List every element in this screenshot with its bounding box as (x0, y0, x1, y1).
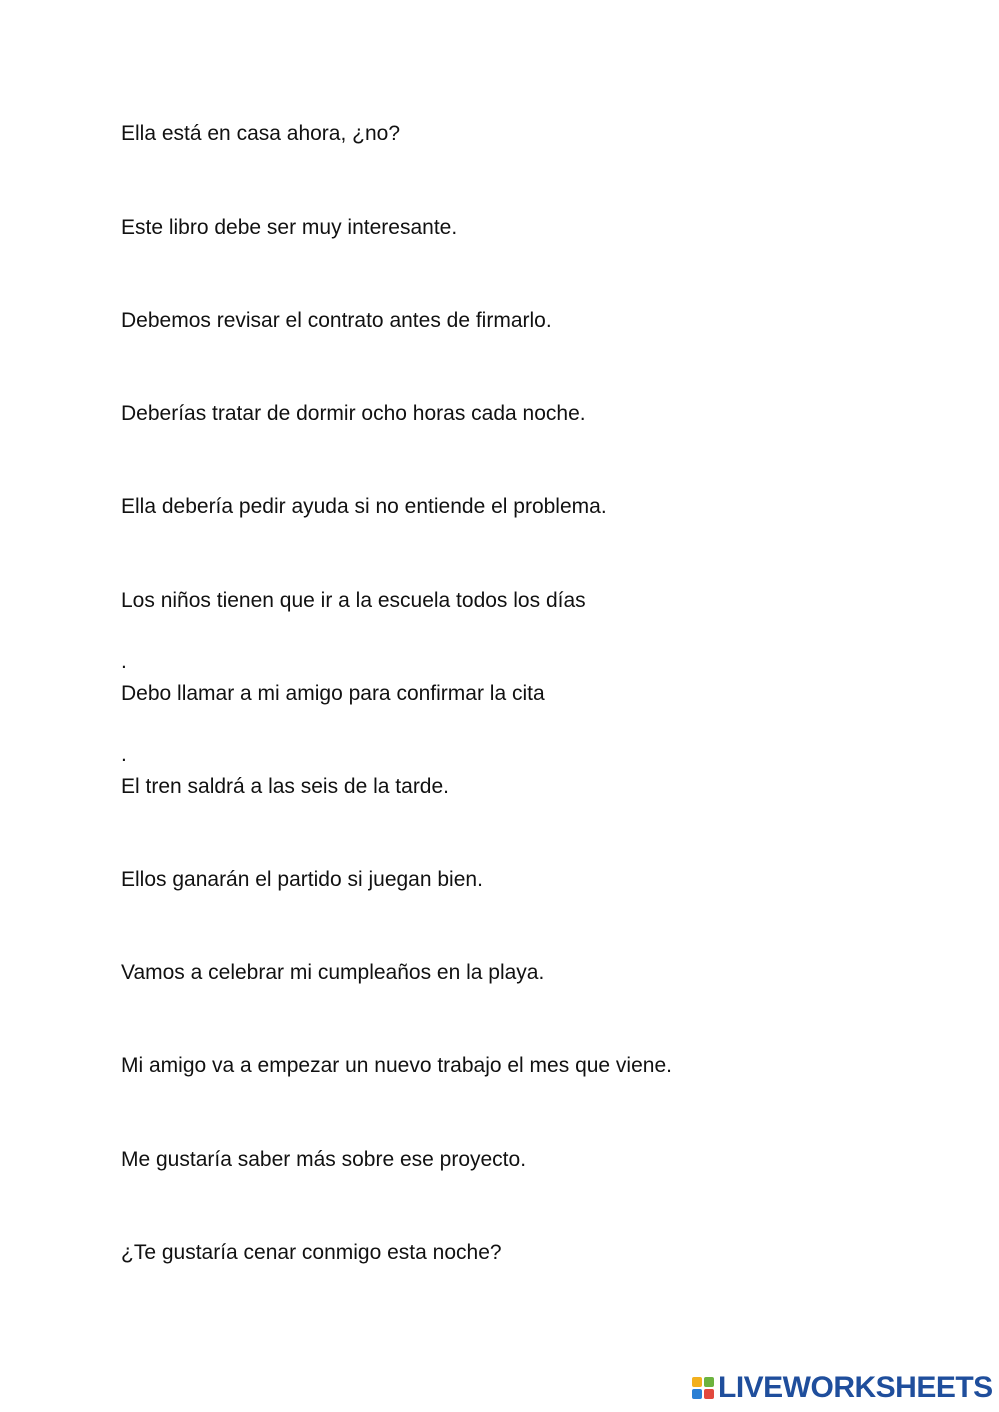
sentence-3: Debemos revisar el contrato antes de firmarlo. (121, 309, 552, 332)
sentence-13: ¿Te gustaría cenar conmigo esta noche? (121, 1241, 502, 1264)
stray-period-1: . (121, 650, 127, 673)
sentence-12: Me gustaría saber más sobre ese proyecto. (121, 1148, 527, 1171)
liveworksheets-mark-icon (692, 1377, 714, 1399)
sentence-11: Mi amigo va a empezar un nuevo trabajo el mes que viene. (121, 1054, 672, 1077)
sentence-2: Este libro debe ser muy interesante. (121, 216, 458, 239)
logo-text: LIVEWORKSHEETS (718, 1371, 993, 1404)
logo-mark-tile-4 (704, 1389, 714, 1399)
sentence-7: Debo llamar a mi amigo para confirmar la cita (121, 682, 545, 705)
sentence-4: Deberías tratar de dormir ocho horas cada noche. (121, 402, 586, 425)
sentence-1: Ella está en casa ahora, ¿no? (121, 122, 401, 145)
logo-mark-tile-3 (692, 1389, 702, 1399)
sentence-6: Los niños tienen que ir a la escuela todos los días (121, 589, 586, 612)
sentence-5: Ella debería pedir ayuda si no entiende el problema. (121, 495, 607, 518)
logo-mark-tile-2 (704, 1377, 714, 1387)
logo-mark-tile-1 (692, 1377, 702, 1387)
stray-period-2: . (121, 743, 127, 766)
sentence-10: Vamos a celebrar mi cumpleaños en la playa. (121, 961, 545, 984)
liveworksheets-logo (692, 1373, 993, 1403)
sentence-8: El tren saldrá a las seis de la tarde. (121, 775, 450, 798)
sentence-9: Ellos ganarán el partido si juegan bien. (121, 868, 483, 891)
